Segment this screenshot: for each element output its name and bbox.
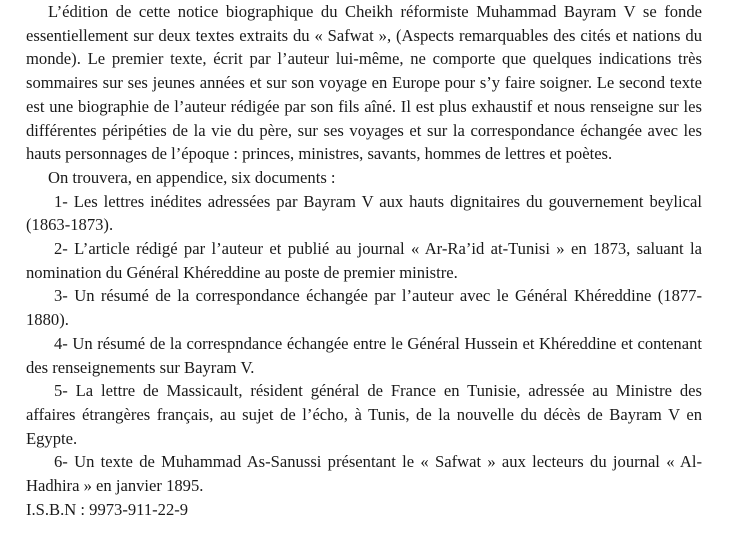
intro-paragraph: L’édition de cette notice biographique du Cheikh réformiste Muhammad Bayram V se fonde essentiellement sur deux textes extraits du « Safwat », (Aspects remarquables des cités et nations du monde). Le premier texte, écrit par l’auteur lui-même, ne comporte que quelques indications très sommaires sur ses jeunes années et sur son voyage en Europe pour s’y faire soigner. Le second texte est une biographie de l’auteur rédigée par son fils aîné. Il est plus exhaustif et nous renseigne sur les différentes péripéties de la vie du père, sur ses voyages et sur la correspondance échangée avec les hauts personnages de l’époque : princes, ministres, savants, hommes de lettres et poètes. — [26, 2, 702, 164]
appendix-item-1: 1- Les lettres inédites adressées par Bayram V aux hauts dignitaires du gouvernement beylical (1863-1873). — [26, 191, 702, 235]
appendix-intro: On trouvera, en appendice, six documents : — [48, 167, 336, 187]
appendix-item-3: 3- Un résumé de la correspondance échangée par l’auteur avec le Général Khéreddine (1877-1880). — [26, 286, 702, 330]
appendix-item-4: 4- Un résumé de la correspndance échangée entre le Général Hussein et Khéreddine et contenant des renseignements sur Bayram V. — [26, 333, 702, 377]
document-page — [26, 0, 702, 521]
appendix-item-2: 2- L’article rédigé par l’auteur et publié au journal « Ar-Ra’id at-Tunisi » en 1873, saluant la nomination du Général Khéreddine au poste de premier ministre. — [26, 239, 702, 282]
appendix-item-5: 5- La lettre de Massicault, résident général de France en Tunisie, adressée au Ministre des affaires étrangères français, au sujet de l’écho, à Tunis, de la nouvelle du décès de Bayram V en Egypte. — [26, 381, 702, 448]
isbn-line: I.S.B.N : 9973-911-22-9 — [26, 499, 189, 519]
appendix-item-6: 6- Un texte de Muhammad As-Sanussi présentant le « Safwat » aux lecteurs du journal « Al-Hadhira » en janvier 1895. — [26, 452, 702, 496]
